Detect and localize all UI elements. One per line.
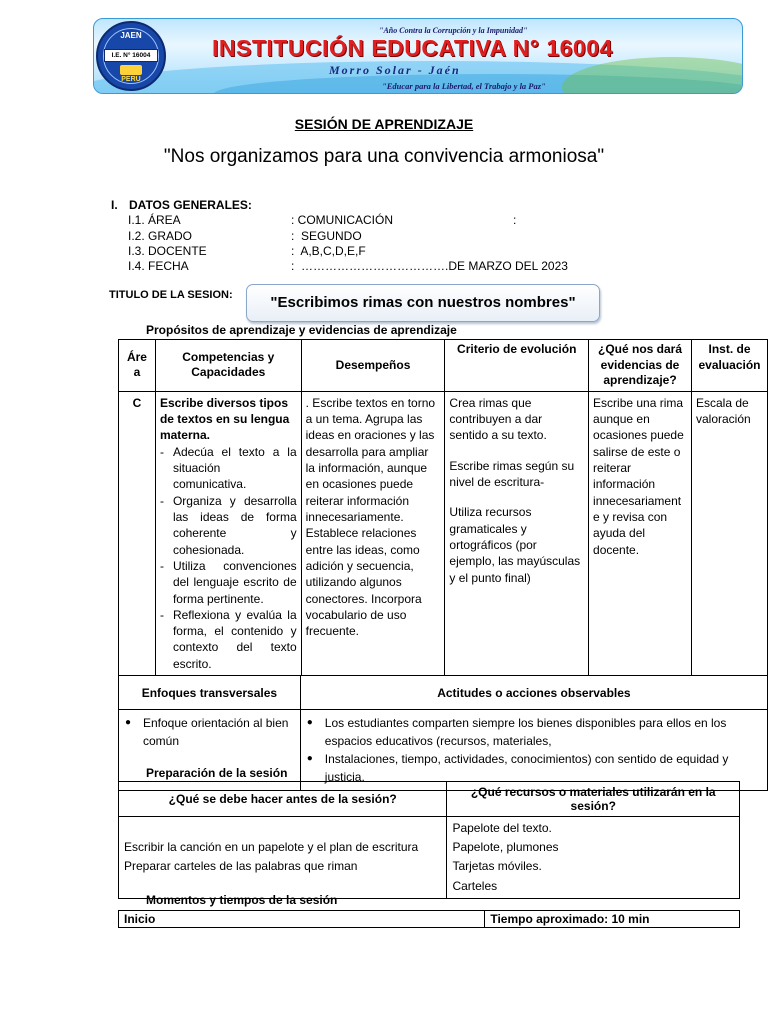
list-item: ● Instalaciones, tiempo, actividades, conocimientos) con sentido de equidad y justicia.	[306, 752, 729, 784]
session-name-box: "Escribimos rimas con nuestros nombres"	[246, 284, 600, 322]
institution-place: Morro Solar - Jaén	[329, 63, 461, 77]
col-header-competencias: Competencias y Capacidades	[155, 340, 301, 392]
list-item: ● Los estudiantes comparten siempre los bienes disponibles para ellos en los espacios educativos (recursos, materiales,	[306, 716, 727, 748]
datos-heading: I. DATOS GENERALES:	[111, 198, 252, 212]
list-item: - Adecúa el texto a la situación comunicativa.	[159, 444, 297, 492]
moments-label: Momentos y tiempos de la sesión	[146, 893, 338, 907]
list-item: - Reflexiona y evalúa la forma, el contenido y contexto del texto escrito.	[159, 607, 297, 671]
list-item: - Organiza y desarrolla las ideas de forma coherente y cohesionada.	[159, 493, 297, 557]
criterio-item: Escribe rimas según su nivel de escritura-	[449, 458, 575, 490]
col-header-criterio: Criterio de evolución	[445, 340, 589, 392]
col-header-recursos: ¿Qué recursos o materiales utilizarán en la sesión?	[447, 782, 740, 817]
session-name-label: TITULO DE LA SESION:	[109, 289, 233, 301]
list-item: ● Enfoque orientación al bien común	[125, 716, 289, 748]
table-row	[119, 391, 768, 675]
preparation-table	[118, 781, 740, 899]
list-item: Tarjetas móviles.	[452, 859, 542, 874]
list-item: Carteles	[452, 878, 498, 893]
year-motto: "Año Contra la Corrupción y la Impunidad"	[379, 26, 528, 35]
table-row	[119, 817, 740, 899]
competence-title: Escribe diversos tipos de textos en su lengua materna.	[159, 395, 290, 443]
tiempo-cell: Tiempo aproximado: 10 min	[485, 911, 740, 928]
col-header-desempenos: Desempeños	[301, 340, 445, 392]
table-row	[119, 911, 740, 928]
competencies-table	[118, 339, 768, 676]
table-header-row	[119, 782, 740, 817]
instrumento-cell: Escala de valoración	[691, 391, 767, 675]
criterio-item: Utiliza recursos gramaticales y ortográficos (por ejemplo, las mayúsculas y el punto final)	[449, 505, 581, 585]
col-header-antes: ¿Qué se debe hacer antes de la sesión?	[119, 782, 447, 817]
session-title: SESIÓN DE APRENDIZAJE	[294, 116, 474, 132]
datos-row: I.1. ÁREA : COMUNICACIÓN :	[128, 213, 517, 227]
purposes-label: Propósitos de aprendizaje y evidencias de aprendizaje	[146, 323, 457, 337]
moments-table	[118, 910, 740, 928]
datos-row: I.3. DOCENTE : A,B,C,D,E,F	[128, 244, 366, 258]
area-cell: C	[119, 391, 156, 675]
banner-wave	[562, 57, 743, 94]
preparation-label: Preparación de la sesión	[146, 766, 288, 780]
antes-cell	[119, 817, 447, 899]
datos-row: I.2. GRADO : SEGUNDO	[128, 229, 362, 243]
col-header-enfoques: Enfoques transversales	[119, 676, 301, 710]
table-header-row	[119, 340, 768, 392]
list-item: - Utiliza convenciones del lenguaje escrito de forma pertinente.	[159, 558, 297, 606]
competencias-cell	[155, 391, 301, 675]
recursos-cell	[447, 817, 740, 899]
list-item: Escribir la canción en un papelote y el plan de escritura	[124, 840, 419, 855]
criterio-cell	[445, 391, 589, 675]
school-logo	[96, 21, 166, 91]
inicio-cell: Inicio	[119, 911, 485, 928]
school-motto: "Educar para la Libertad, el Trabajo y la Paz"	[382, 81, 546, 91]
main-title: "Nos organizamos para una convivencia armoniosa"	[163, 146, 605, 167]
actitudes-cell	[300, 710, 767, 791]
list-item: Papelote del texto.	[452, 821, 552, 835]
table-header-row	[119, 676, 768, 710]
header-banner	[93, 18, 743, 94]
criterio-item: Crea rimas que contribuyen a dar sentido a su texto.	[449, 395, 547, 443]
book-icon	[120, 65, 142, 75]
logo-bottom-text: PERÚ	[121, 76, 141, 83]
logo-plate: I.E. N° 16004	[104, 49, 158, 62]
datos-row: I.4. FECHA : ……………………………….DE MARZO DEL 2023	[128, 259, 568, 273]
list-item: Preparar carteles de las palabras que riman	[124, 859, 358, 874]
col-header-area: Áre a	[119, 340, 156, 392]
col-header-evidencias: ¿Qué nos dará evidencias de aprendizaje?	[589, 340, 692, 392]
capacities-list	[160, 444, 297, 672]
evidencias-cell: Escribe una rima aunque en ocasiones puede salirse de este o reiterar información innecesariament e y revisa con ayuda del docente.	[589, 391, 692, 675]
col-header-actitudes: Actitudes o acciones observables	[300, 676, 767, 710]
institution-name: INSTITUCIÓN EDUCATIVA N° 16004	[212, 35, 613, 61]
logo-top-text: JAEN	[120, 31, 142, 40]
desempenos-cell: . Escribe textos en torno a un tema. Agrupa las ideas en oraciones y las desarrolla para ampliar la información, aunque en ocasiones puede reiterar información innecesariamente. Establece relaciones entre las ideas, como adición y secuencia, utilizando algunos conectores. Incorpora vocabulario de uso frecuente.	[301, 391, 445, 675]
col-header-instrumento: Inst. de evaluación	[691, 340, 767, 392]
list-item: Papelote, plumones	[452, 840, 559, 855]
